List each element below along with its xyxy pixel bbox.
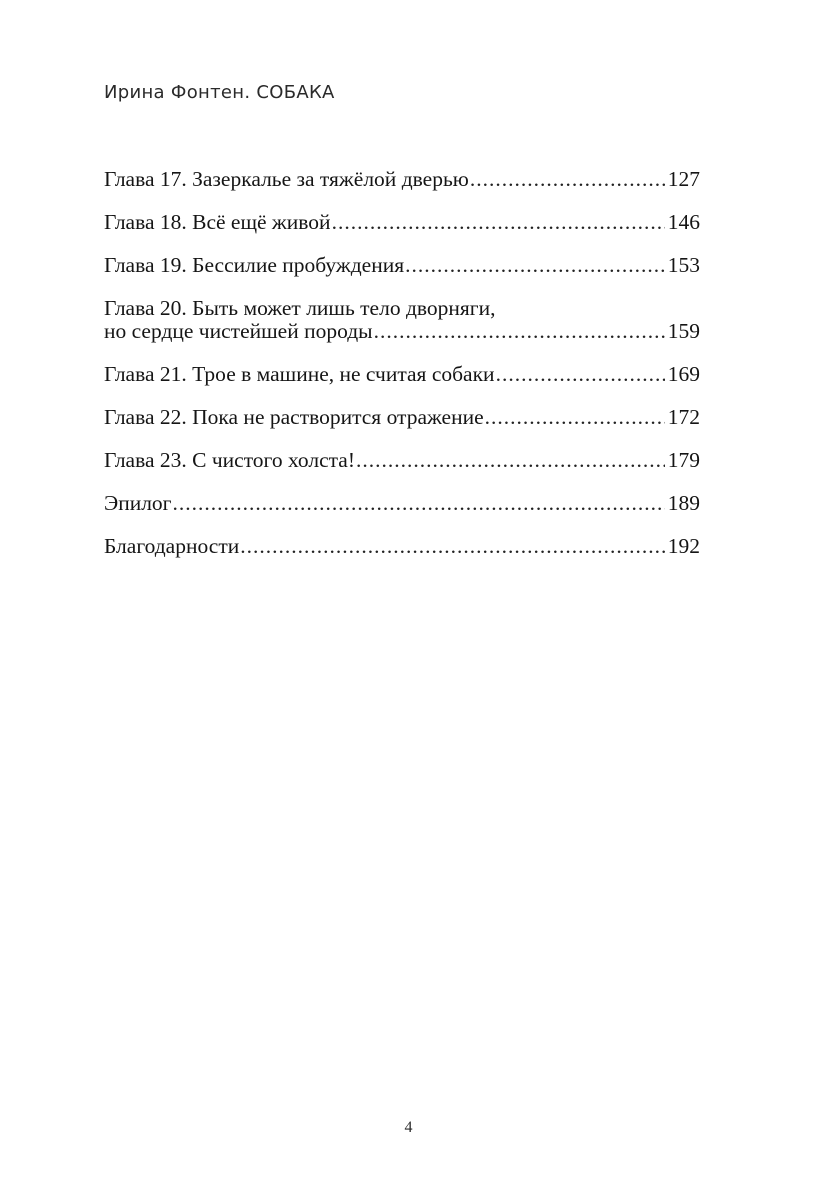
toc-entry[interactable] xyxy=(104,363,700,386)
dot-leader xyxy=(332,211,665,234)
toc-entry-page: 169 xyxy=(667,362,700,386)
toc-entry-page: 153 xyxy=(667,253,700,277)
toc-entry-page: 127 xyxy=(667,167,700,191)
toc-entry-title: Глава 21. Трое в машине, не считая собаки xyxy=(104,362,495,386)
toc-entry-title: Глава 18. Всё ещё живой xyxy=(104,210,331,234)
toc-entry-title: Глава 20. Быть может лишь тело дворняги, xyxy=(104,296,496,320)
toc-entry[interactable] xyxy=(104,211,700,234)
toc-line xyxy=(104,363,700,386)
toc-line xyxy=(104,168,700,191)
dot-leader xyxy=(356,449,665,472)
toc-line xyxy=(104,449,700,472)
toc-line xyxy=(104,406,700,429)
toc-entry[interactable] xyxy=(104,168,700,191)
page-number: 4 xyxy=(404,1119,413,1136)
toc-entry-title: Глава 23. С чистого холста! xyxy=(104,448,355,472)
toc-entry[interactable] xyxy=(104,535,700,558)
dot-leader xyxy=(405,254,665,277)
toc-entry-page: 192 xyxy=(667,534,700,558)
toc-entry-title: Глава 22. Пока не растворится отражение xyxy=(104,405,484,429)
dot-leader xyxy=(470,168,665,191)
running-head: Ирина Фонтен. СОБАКА xyxy=(104,82,335,103)
toc-line xyxy=(104,535,700,558)
toc-line xyxy=(104,492,700,515)
toc-line xyxy=(104,211,700,234)
toc-entry-page: 189 xyxy=(667,491,700,515)
toc-entry[interactable] xyxy=(104,449,700,472)
toc-line xyxy=(104,254,700,277)
toc-entry-page: 179 xyxy=(667,448,700,472)
toc-entry-title-continued: но сердце чистейшей породы xyxy=(104,319,373,343)
toc-entry[interactable] xyxy=(104,254,700,277)
dot-leader xyxy=(496,363,665,386)
toc-line xyxy=(104,320,700,343)
toc-entry-page: 146 xyxy=(667,210,700,234)
dot-leader xyxy=(374,320,665,343)
dot-leader xyxy=(240,535,665,558)
toc-entry-page: 159 xyxy=(667,319,700,343)
toc-entry-title: Глава 19. Бессилие пробуждения xyxy=(104,253,405,277)
toc-entry-title: Эпилог xyxy=(104,491,172,515)
toc-entry[interactable] xyxy=(104,297,700,343)
dot-leader xyxy=(485,406,665,429)
dot-leader xyxy=(173,492,665,515)
toc-line xyxy=(104,297,700,320)
table-of-contents xyxy=(104,168,700,578)
toc-entry-title: Глава 17. Зазеркалье за тяжёлой дверью xyxy=(104,167,469,191)
toc-entry[interactable] xyxy=(104,492,700,515)
toc-entry[interactable] xyxy=(104,406,700,429)
toc-entry-page: 172 xyxy=(667,405,700,429)
toc-entry-title: Благодарности xyxy=(104,534,240,558)
